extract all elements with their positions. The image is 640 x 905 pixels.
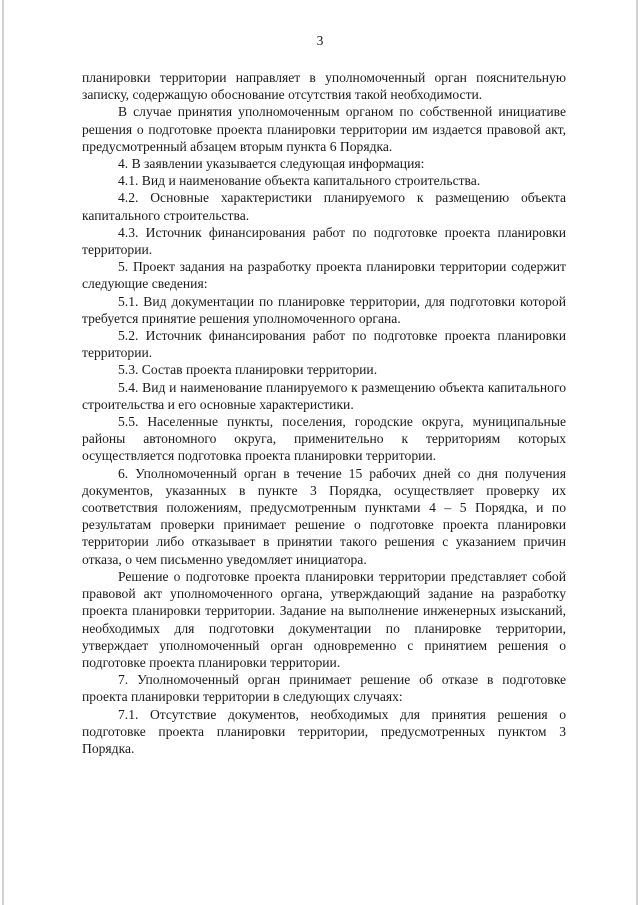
- page-number: 3: [316, 33, 324, 48]
- paragraph-4-1: 4.1. Вид и наименование объекта капитального строительства.: [118, 173, 481, 189]
- paragraph-6: 6. Уполномоченный орган в течение 15 рабочих дней со дня получения документов, указанных в пункте 3 Порядка, осуществляет проверку их соответствия положениям, предусмотренным пунктами 4 – 5 Порядка, и по результатам проверки принимает решение о подготовке проекта планировки территории либо отказывает в принятии такого решения с указанием причин отказа, о чем письменно уведомляет инициатора.: [82, 465, 566, 567]
- paragraph-4: 4. В заявлении указывается следующая информация:: [118, 156, 425, 172]
- paragraph-7: 7. Уполномоченный орган принимает решение об отказе в подготовке проекта планировки территории в следующих случаях:: [82, 672, 566, 705]
- paragraph-4-3: 4.3. Источник финансирования работ по подготовке проекта планировки территории.: [82, 224, 566, 258]
- paragraph-decision: Решение о подготовке проекта планировки территории представляет собой правовой акт уполномоченного органа, утверждающий задание на разработку проекта планировки территории. Задание на выполнение инженерных изысканий, необходимых для подготовки документации по планировке территории, утверждает уполномоченный орган одновременно с принятием решения о подготовке проекта планировки территории.: [82, 568, 566, 670]
- paragraph-4-2: 4.2. Основные характеристики планируемого к размещению объекта капитального строительства.: [82, 190, 566, 223]
- scan-edge-left: [2, 0, 4, 905]
- paragraph-own-initiative: В случае принятия уполномоченным органом по собственной инициативе решения о подготовке проекта планировки территории им издается правовой акт, предусмотренный абзацем вторым пункта 6 Порядка.: [82, 104, 566, 154]
- paragraph-7-1: 7.1. Отсутствие документов, необходимых для принятия решения о подготовке проекта планировки территории, предусмотренных пунктом 3 Порядка.: [82, 706, 566, 756]
- scan-edge-right: [636, 0, 638, 905]
- paragraph-5: 5. Проект задания на разработку проекта планировки территории содержит следующие сведения:: [82, 259, 566, 292]
- document-body: [82, 69, 566, 757]
- paragraph-5-5: 5.5. Населенные пункты, поселения, городские округа, муниципальные районы автономного округа, применительно к территориям которых осуществляется подготовка проекта планировки территории.: [82, 414, 566, 464]
- paragraph-5-1: 5.1. Вид документации по планировке территории, для подготовки которой требуется принятие решения уполномоченного органа.: [82, 293, 566, 326]
- paragraph-5-3: 5.3. Состав проекта планировки территории.: [118, 362, 378, 378]
- paragraph-5-4: 5.4. Вид и наименование планируемого к размещению объекта капитального строительства и его основные характеристики.: [82, 379, 566, 412]
- paragraph-continuation: планировки территории направляет в уполномоченный орган пояснительную записку, содержащую обоснование отсутствия такой необходимости.: [82, 70, 566, 103]
- paragraph-5-2: 5.2. Источник финансирования работ по подготовке проекта планировки территории.: [82, 328, 566, 361]
